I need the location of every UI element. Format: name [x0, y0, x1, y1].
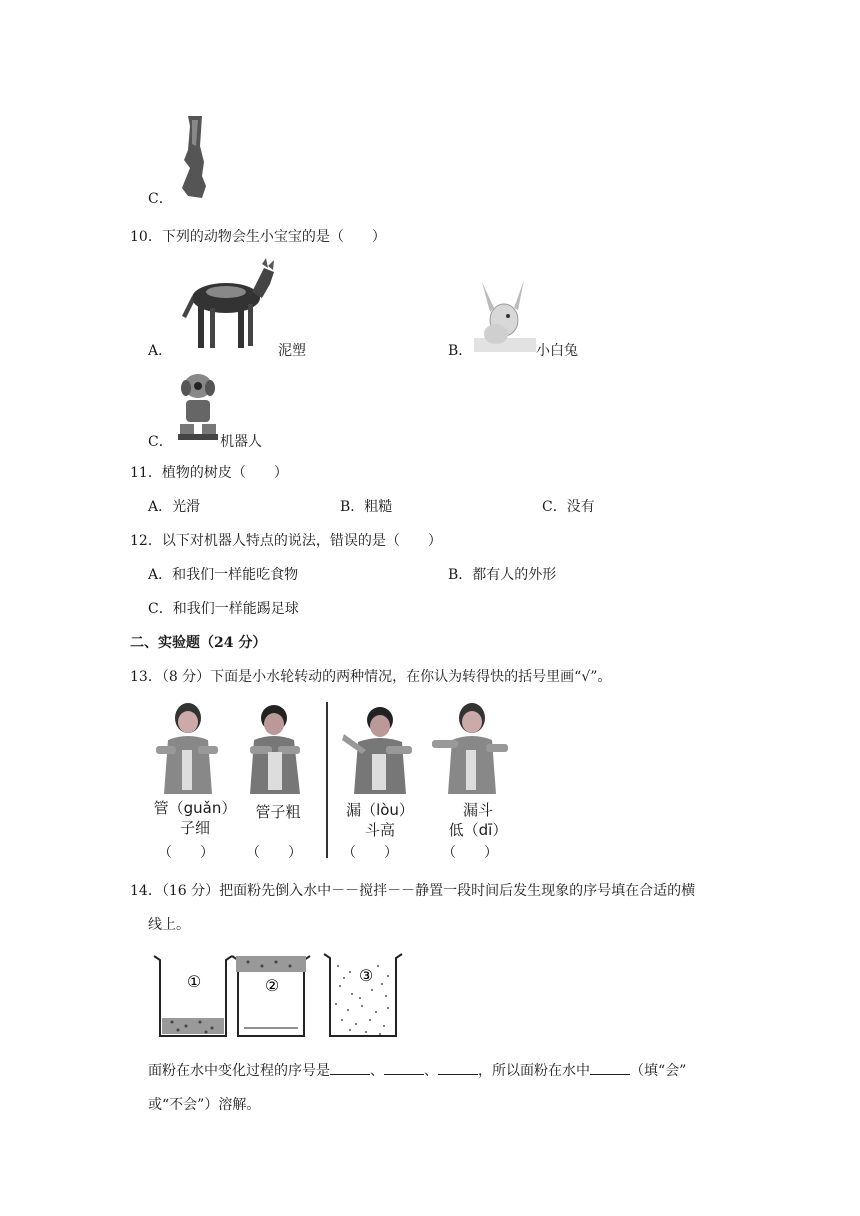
q14-answer-line1	[148, 1060, 686, 1080]
q13-label-1-line2: 子细	[179, 819, 210, 837]
child-photo-1	[156, 700, 218, 794]
beaker-2-floating-top	[230, 952, 312, 1040]
q11-option-c: C．没有	[542, 499, 595, 515]
q11-option-a: A．光滑	[148, 499, 201, 515]
q14-sep-2: 、	[424, 1063, 438, 1079]
q13-answer-paren-4[interactable]: （ ）	[442, 845, 498, 861]
q14-sep-1: 、	[370, 1063, 384, 1079]
q14-answer-part3: （填“会”	[630, 1063, 687, 1079]
q14-stem-line1: 14．（16 分）把面粉先倒入水中－－搅拌－－静置一段时间后发生现象的序号填在合适的横	[130, 883, 696, 899]
white-rabbit-image	[474, 278, 536, 352]
section-2-title: 二、实验题（24 分）	[130, 635, 267, 651]
child-photo-2	[244, 702, 306, 794]
q12-option-b: B．都有人的外形	[448, 567, 557, 583]
q11-stem: 11．植物的树皮（ ）	[130, 465, 288, 481]
q14-blank-2[interactable]	[384, 1060, 424, 1075]
q13-stem: 13．（8 分）下面是小水轮转动的两种情况，在你认为转得快的括号里画“√”。	[130, 669, 612, 685]
q11-option-b: B．粗糙	[340, 499, 393, 515]
q13-label-1-line1: 管（guǎn）	[153, 799, 237, 817]
q12-stem: 12．以下对机器人特点的说法，错误的是（ ）	[130, 533, 442, 549]
q13-label-3-line2: 斗高	[364, 821, 395, 839]
q10-option-c-letter: C．	[148, 434, 173, 450]
q13-label-2-line1: 管子粗	[255, 803, 301, 821]
q10-option-c-caption: 机器人	[220, 434, 262, 450]
beaker-3-evenly-mixed	[322, 950, 404, 1040]
q14-answer-part2: ，所以面粉在水中	[478, 1063, 590, 1079]
q10-option-a-caption: 泥塑	[278, 343, 306, 359]
q13-label-2	[238, 802, 318, 822]
q13-answer-paren-2[interactable]: （ ）	[246, 845, 302, 861]
beaker-1-number: ①	[186, 972, 202, 991]
q13-answer-paren-3[interactable]: （ ）	[342, 845, 398, 861]
donkey-sculpture-image	[176, 258, 278, 354]
q13-label-4-line2: 低（dī）	[448, 821, 508, 839]
beaker-1-sediment-bottom	[152, 952, 234, 1040]
q13-label-4-line1: 漏斗	[462, 801, 493, 819]
q14-blank-4[interactable]	[590, 1060, 630, 1075]
q10-option-b-letter: B．	[448, 343, 473, 359]
robot-dog-image	[178, 372, 218, 442]
q13-answer-paren-1[interactable]: （ ）	[158, 845, 214, 861]
q13-label-1	[140, 798, 250, 838]
q13-label-3	[330, 800, 430, 840]
q14-blank-3[interactable]	[438, 1060, 478, 1075]
q10-stem: 10．下列的动物会生小宝宝的是（ ）	[130, 229, 386, 245]
q10-option-a-letter: A．	[148, 343, 173, 359]
q14-answer-part1: 面粉在水中变化过程的序号是	[148, 1063, 330, 1079]
q12-option-a: A．和我们一样能吃食物	[148, 567, 299, 583]
q9-option-c-image	[178, 116, 208, 200]
q12-option-c: C．和我们一样能踢足球	[148, 601, 299, 617]
q10-option-b-caption: 小白兔	[536, 343, 578, 359]
q14-answer-line2: 或“不会”）溶解。	[148, 1097, 261, 1113]
beaker-2-number: ②	[264, 976, 280, 995]
beaker-3-number: ③	[358, 966, 374, 985]
q13-label-3-line1: 漏（lòu）	[346, 801, 414, 819]
q14-blank-1[interactable]	[330, 1060, 370, 1075]
q13-label-4	[428, 800, 528, 840]
child-photo-4	[432, 700, 508, 794]
q14-stem-line2: 线上。	[148, 917, 190, 933]
q13-divider-line	[326, 702, 328, 858]
child-photo-3	[342, 704, 414, 794]
q9-option-c-letter: C．	[148, 191, 173, 207]
